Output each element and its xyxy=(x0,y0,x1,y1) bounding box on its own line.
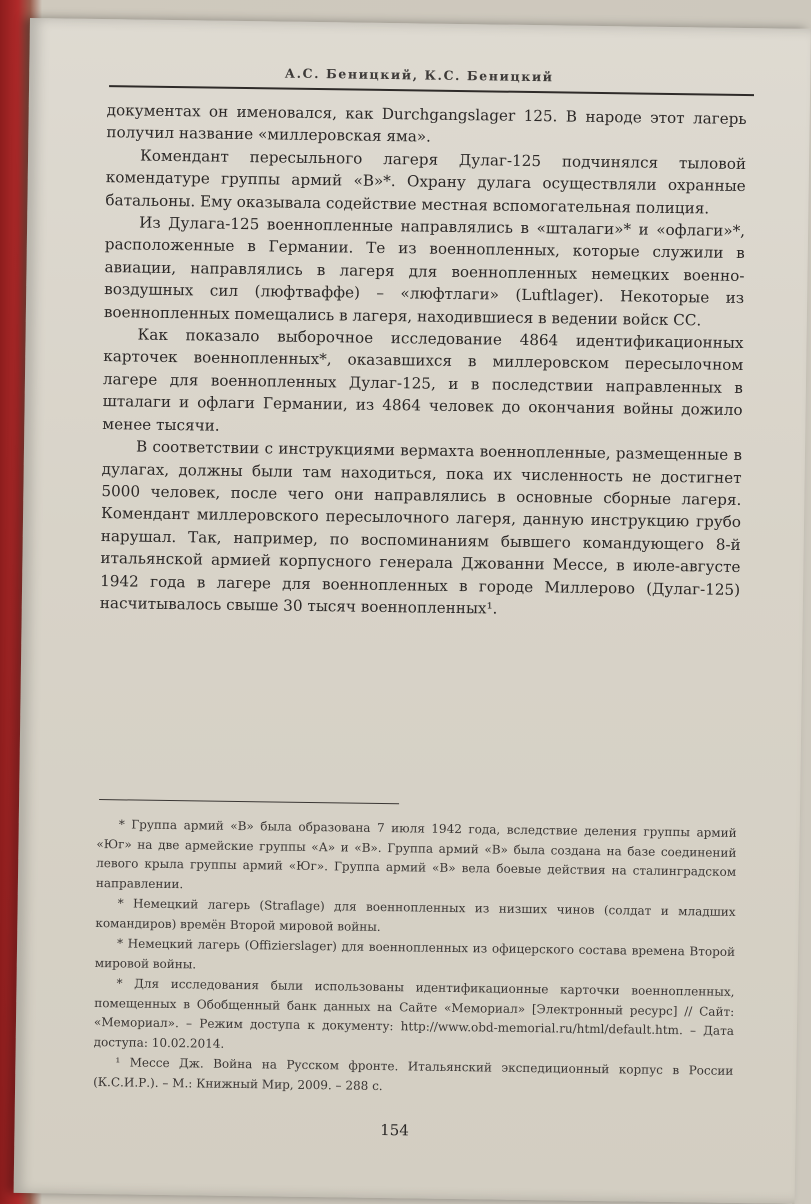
main-text xyxy=(100,99,747,623)
running-head: А.С. Беницкий, К.С. Беницкий xyxy=(284,65,554,85)
footnote-4: * Для исследования были использованы идентификационные карточки военнопленных, помещенных в Обобщенный банк данных на Сайте «Мемориал» [Электронный ресурс] // Сайт: «Мемориал». – Режим доступа к документу: http://www.obd-memorial.ru/html/default.htm. – Дата доступа: 10.02.2014. xyxy=(93,976,735,1051)
paragraph-4: Как показало выборочное исследование 4864 идентификационных карточек военнопленных*, оказавшихся в миллеровском пересылочном лагере для военнопленных Дулаг-125, и в последствии направленных в шталаги и офлаги Германии, из 4864 человек до окончания войны дожило менее тысячи. xyxy=(102,325,744,435)
footnote-5: ¹ Мессе Дж. Война на Русском фронте. Итальянский экспедиционный корпус в России (К.С.И.Р.). – М.: Книжный Мир, 2009. – 288 с. xyxy=(93,1055,734,1093)
footnote-3: * Немецкий лагерь (Offizierslager) для военнопленных из офицерского состава времена Второй мировой войны. xyxy=(94,936,736,971)
footnote-2: * Немецкий лагерь (Straflage) для военнопленных из низших чинов (солдат и младших командиров) времён Второй мировой войны. xyxy=(95,896,736,934)
header-rule xyxy=(109,85,754,96)
book-page xyxy=(14,18,811,1204)
paragraph-2: Комендант пересыльного лагеря Дулаг-125 подчинялся тыловой комендатуре группы армий «В»*. Охрану дулага осуществляли охранные батальоны. Ему оказывала содействие местная вспомогательная полиция. xyxy=(105,146,747,218)
paragraph-1: документах он именовался, как Durchgangslager 125. В народе этот лагерь получил название «миллеровская яма». xyxy=(106,101,747,147)
footnote-1: * Группа армий «В» была образована 7 июля 1942 года, вследствие деления группы армий «Юг» на две армейские группы «А» и «В». Группа армий «В» была создана на базе соединений левого крыла группы армий «Юг». Группа армий «В» вела боевые действия на сталинградском направлении. xyxy=(95,817,737,891)
footnotes xyxy=(93,815,737,1102)
page-number: 154 xyxy=(380,1120,409,1140)
paragraph-3: Из Дулага-125 военнопленные направлялись в «шталаги»* и «офлаги»*, расположенные в Германии. Те из военнопленных, которые служили в авиации, направлялись в лагеря для военнопленных немецких военно-воздушных сил (люфтваффе) – «люфтлаги» (Luftlager). Некоторые из военнопленных помещались в лагеря, находившиеся в ведении войск СС. xyxy=(103,213,746,330)
paragraph-5: В соответствии с инструкциями вермахта военнопленные, размещенные в дулагах, должны были там находиться, пока их численность не достигнет 5000 человек, после чего они направлялись в основные сборные лагеря. Комендант миллеровского пересылочного лагеря, данную инструкцию грубо нарушал. Так, например, по воспоминаниям бывшего командующего 8-й итальянской армией корпусного генерала Джованни Мессе, в июле-августе 1942 года в лагере для военнопленных в городе Миллерово (Дулаг-125) насчитывалось свыше 30 тысяч военнопленных¹. xyxy=(99,437,743,618)
footnote-rule xyxy=(99,799,399,804)
